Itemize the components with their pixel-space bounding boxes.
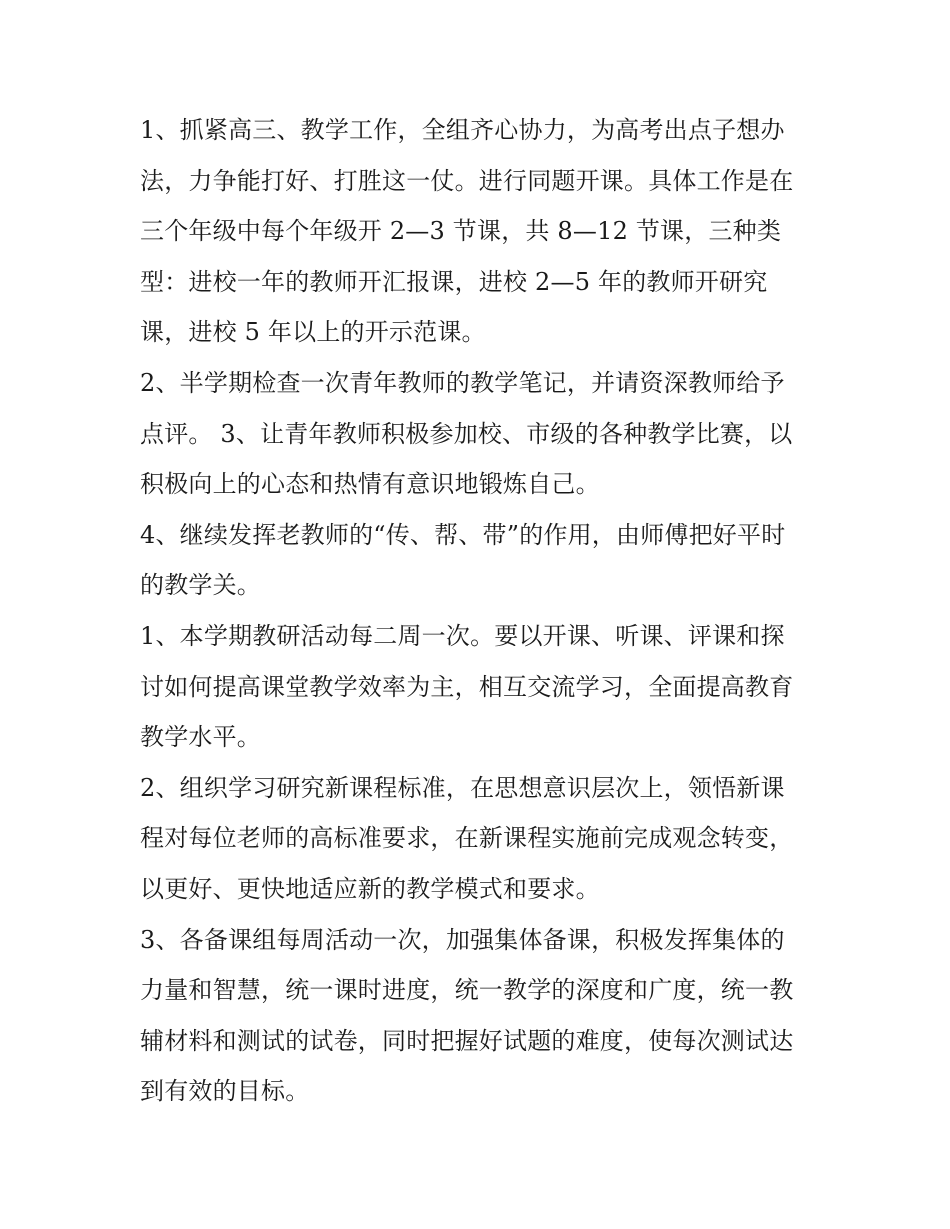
document-body [140, 105, 820, 1117]
text-line-6: 2、半学期检查一次青年教师的教学笔记，并请资深教师给予 [140, 368, 785, 397]
text-line-18: 力量和智慧，统一课时进度，统一教学的深度和广度，统一教 [140, 976, 794, 1005]
text-line-15: 程对每位老师的高标准要求，在新课程实施前完成观念转变， [140, 824, 794, 853]
text-line-5: 课，进校 5 年以上的开示范课。 [140, 318, 486, 347]
text-line-7: 点评。 3、让青年教师积极参加校、市级的各种教学比赛，以 [140, 419, 793, 448]
text-line-9: 4、继续发挥老教师的“传、帮、带”的作用，由师傅把好平时 [140, 520, 786, 549]
text-line-8: 积极向上的心态和热情有意识地锻炼自己。 [140, 470, 600, 499]
text-line-12: 讨如何提高课堂教学效率为主，相互交流学习，全面提高教育 [140, 672, 794, 701]
text-line-3: 三个年级中每个年级开 2—3 节课，共 8—12 节课，三种类 [140, 217, 782, 246]
text-line-19: 辅材料和测试的试卷，同时把握好试题的难度，使每次测试达 [140, 1026, 794, 1055]
text-line-1: 1、抓紧高三、教学工作，全组齐心协力，为高考出点子想办 [140, 116, 785, 144]
text-line-11: 1、本学期教研活动每二周一次。要以开课、听课、评课和探 [140, 621, 785, 650]
text-line-16: 以更好、更快地适应新的教学模式和要求。 [140, 874, 600, 903]
text-line-10: 的教学关。 [140, 571, 261, 600]
text-line-20: 到有效的目标。 [140, 1077, 310, 1106]
text-line-13: 教学水平。 [140, 723, 261, 752]
text-line-14: 2、组织学习研究新课程标准，在思想意识层次上，领悟新课 [140, 773, 785, 802]
text-line-4: 型：进校一年的教师开汇报课，进校 2—5 年的教师开研究 [140, 267, 768, 296]
text-line-2: 法，力争能打好、打胜这一仗。进行同题开课。具体工作是在 [140, 166, 794, 195]
text-line-17: 3、各备课组每周活动一次，加强集体备课，积极发挥集体的 [140, 925, 785, 954]
